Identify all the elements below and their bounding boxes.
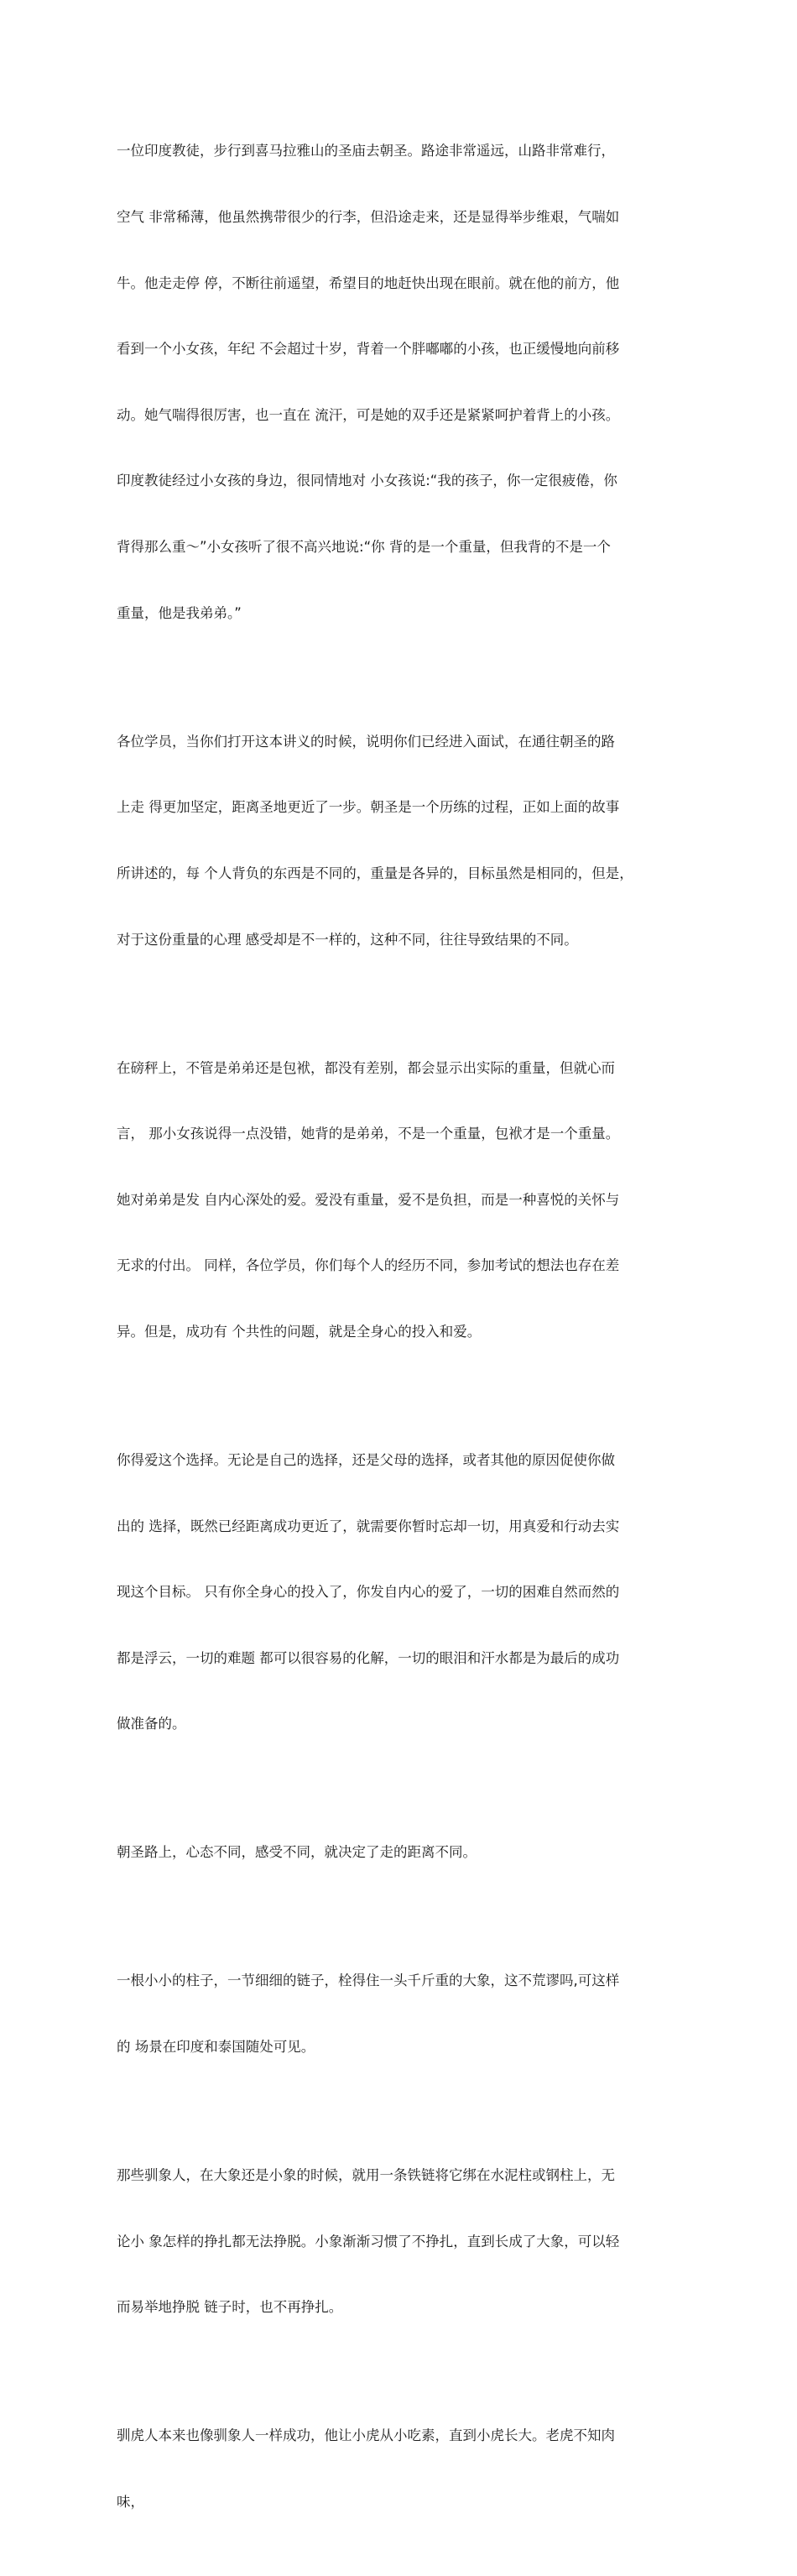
text-line: 上走 得更加坚定，距离圣地更近了一步。朝圣是一个历练的过程，正如上面的故事	[117, 799, 620, 816]
text-line: 异。但是，成功有 个共性的问题，就是全身心的投入和爱。	[117, 1323, 482, 1340]
text-line: 所讲述的，每 个人背负的东西是不同的，重量是各异的，目标虽然是相同的，但是，	[117, 865, 633, 881]
text-line: 你得爱这个选择。无论是自己的选择，还是父母的选择，或者其他的原因促使你做	[117, 1451, 615, 1468]
text-line: 都是浮云，一切的难题 都可以很容易的化解，一切的眼泪和汗水都是为最后的成功	[117, 1649, 620, 1666]
text-line: 空气 非常稀薄，他虽然携带很少的行李，但沿途走来，还是显得举步维艰，气喘如	[117, 209, 620, 226]
text-line: 而易举地挣脱 链子时，也不再挣扎。	[117, 2299, 343, 2316]
paragraph-1	[117, 97, 690, 668]
text-line: 一根小小的柱子，一节细细的链子，栓得住一头千斤重的大象，这不荒谬吗,可这样	[117, 1972, 620, 1989]
paragraph-6	[117, 1926, 690, 2103]
paragraph-5	[117, 1798, 690, 1908]
text-line: 现这个目标。 只有你全身心的投入了，你发自内心的爱了，一切的困难自然而然的	[117, 1584, 620, 1601]
text-line: 无求的付出。 同样，各位学员，你们每个人的经历不同，参加考试的想法也存在差	[117, 1257, 620, 1274]
paragraph-2	[117, 687, 690, 995]
text-line: 论小 象怎样的挣扎都无法挣脱。小象渐渐习惯了不挣扎，直到长成了大象，可以轻	[117, 2233, 620, 2249]
text-line: 出的 选择，既然已经距离成功更近了，就需要你暂时忘却一切，用真爱和行动去实	[117, 1518, 620, 1534]
text-line: 言， 那小女孩说得一点没错，她背的是弟弟，不是一个重量，包袱才是一个重量。	[117, 1126, 620, 1142]
paragraph-8	[117, 2381, 690, 2558]
text-line: 一位印度教徒，步行到喜马拉雅山的圣庙去朝圣。路途非常遥远，山路非常难行，	[117, 143, 615, 159]
paragraph-3	[117, 1013, 690, 1387]
text-line: 牛。他走走停 停，不断往前遥望，希望目的地赶快出现在眼前。就在他的前方，他	[117, 274, 620, 291]
text-line: 那些驯象人，在大象还是小象的时候，就用一条铁链将它绑在水泥柱或钢柱上，无	[117, 2167, 615, 2184]
text-line: 在磅秤上，不管是弟弟还是包袱，都没有差别，都会显示出实际的重量，但就心而	[117, 1059, 615, 1076]
paragraph-4	[117, 1406, 690, 1779]
text-line: 朝圣路上，心态不同，感受不同，就决定了走的距离不同。	[117, 1844, 477, 1861]
text-line: 看到一个小女孩，年纪 不会超过十岁，背着一个胖嘟嘟的小孩，也正缓慢地向前移	[117, 341, 620, 358]
text-line: 的 场景在印度和泰国随处可见。	[117, 2039, 315, 2056]
text-line: 背得那么重～”小女孩听了很不高兴地说:“你 背的是一个重量，但我背的不是一个	[117, 539, 611, 556]
text-line: 印度教徒经过小女孩的身边，很同情地对 小女孩说:“我的孩子，你一定很疲倦，你	[117, 473, 617, 489]
text-line: 动。她气喘得很厉害，也一直在 流汗，可是她的双手还是紧紧呵护着背上的小孩。	[117, 406, 620, 423]
text-line: 驯虎人本来也像驯象人一样成功，他让小虎从小吃素，直到小虎长大。老虎不知肉	[117, 2427, 615, 2444]
paragraph-7	[117, 2121, 690, 2363]
document-body	[117, 97, 690, 2576]
text-line: 味，	[117, 2493, 144, 2510]
text-line: 重量，他是我弟弟。”	[117, 604, 242, 621]
text-line: 各位学员，当你们打开这本讲义的时候，说明你们已经进入面试，在通往朝圣的路	[117, 733, 615, 750]
text-line: 做准备的。	[117, 1716, 186, 1732]
text-line: 她对弟弟是发 自内心深处的爱。爱没有重量，爱不是负担，而是一种喜悦的关怀与	[117, 1191, 620, 1208]
text-line: 对于这份重量的心理 感受却是不一样的，这种不同，往往导致结果的不同。	[117, 931, 578, 948]
